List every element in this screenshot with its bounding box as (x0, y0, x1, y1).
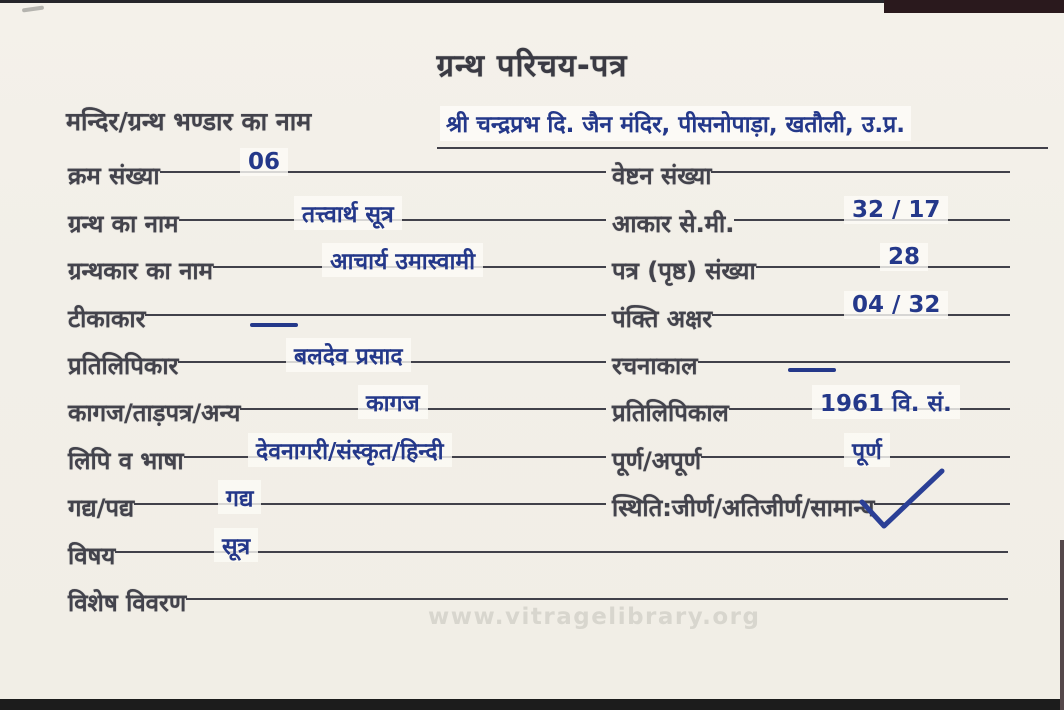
field-value: कागज (358, 385, 428, 419)
field-row-author-name (68, 249, 606, 286)
field-row-material (68, 391, 606, 428)
field-label: प्रतिलिपिकाल (612, 399, 729, 427)
field-rule (698, 361, 1010, 363)
field-row-page-count (612, 244, 1010, 286)
temple-name-value: श्री चन्द्रप्रभ दि. जैन मंदिर, पीसनोपाड़ा, खतौली, उ.प्र. (440, 106, 911, 141)
field-value: 06 (240, 148, 288, 176)
field-value: गद्य (218, 480, 261, 514)
checkmark-icon (850, 466, 954, 536)
field-label: वेष्टन संख्या (612, 162, 712, 190)
field-label: टीकाकार (68, 305, 146, 333)
field-label: कागज/ताड़पत्र/अन्य (68, 399, 241, 427)
field-value: 1961 वि. सं. (812, 385, 960, 419)
field-row-serial-number (68, 149, 606, 191)
field-row-copyist (68, 344, 606, 381)
field-label: विषय (68, 542, 116, 570)
field-rule (160, 171, 606, 173)
temple-name-label: मन्दिर/ग्रन्थ भण्डार का नाम (66, 107, 312, 136)
field-label: ग्रन्थकार का नाम (68, 257, 213, 285)
field-value: 28 (880, 243, 928, 271)
field-rule (711, 171, 1010, 173)
field-row-subject (68, 534, 1008, 571)
field-label: पंक्ति अक्षर (612, 305, 713, 333)
field-row-copy-date (612, 391, 1010, 428)
field-row-commentator (68, 305, 606, 334)
field-label: पूर्ण/अपूर्ण (612, 447, 702, 475)
field-label: रचनाकाल (612, 352, 698, 380)
scan-bottom-edge (0, 699, 1064, 710)
field-row-bundle-number (612, 162, 1010, 191)
field-value: सूत्र (214, 528, 258, 562)
field-label: क्रम संख्या (68, 162, 160, 190)
field-label: गद्य/पद्य (68, 494, 135, 522)
field-rule (145, 314, 606, 316)
field-row-prose-verse (68, 486, 606, 523)
field-row-lines-letters (612, 292, 1010, 334)
field-label: आकार से.मी. (612, 210, 735, 238)
field-row-script-language (68, 439, 606, 476)
field-value: बलदेव प्रसाद (286, 338, 411, 372)
field-label: विशेष विवरण (68, 589, 187, 617)
scan-corner-mark (884, 0, 1064, 13)
field-rule (186, 598, 1008, 600)
field-value: 32 / 17 (844, 196, 948, 224)
blank-dash (250, 323, 298, 327)
field-rule (134, 503, 606, 505)
watermark: www.vitragelibrary.org (428, 604, 761, 630)
blank-dash (788, 368, 836, 372)
field-value: तत्त्वार्थ सूत्र (294, 196, 402, 230)
field-row-composition-date (612, 352, 1010, 381)
field-row-book-name (68, 202, 606, 239)
header-rule (437, 147, 1048, 149)
field-row-size-cm (612, 197, 1010, 239)
field-label: ग्रन्थ का नाम (68, 210, 179, 238)
field-value: पूर्ण (844, 433, 890, 467)
field-value: आचार्य उमास्वामी (322, 243, 483, 277)
field-label: स्थिति:जीर्ण/अतिजीर्ण/सामान्य (612, 494, 875, 522)
field-value: 04 / 32 (844, 291, 948, 319)
field-label: प्रतिलिपिकार (68, 352, 179, 380)
form-title: ग्रन्थ परिचय-पत्र (436, 48, 628, 84)
scan-right-edge (1060, 540, 1064, 710)
field-value: देवनागरी/संस्कृत/हिन्दी (248, 433, 452, 467)
field-label: लिपि व भाषा (68, 447, 184, 475)
field-label: पत्र (पृष्ठ) संख्या (612, 257, 756, 285)
